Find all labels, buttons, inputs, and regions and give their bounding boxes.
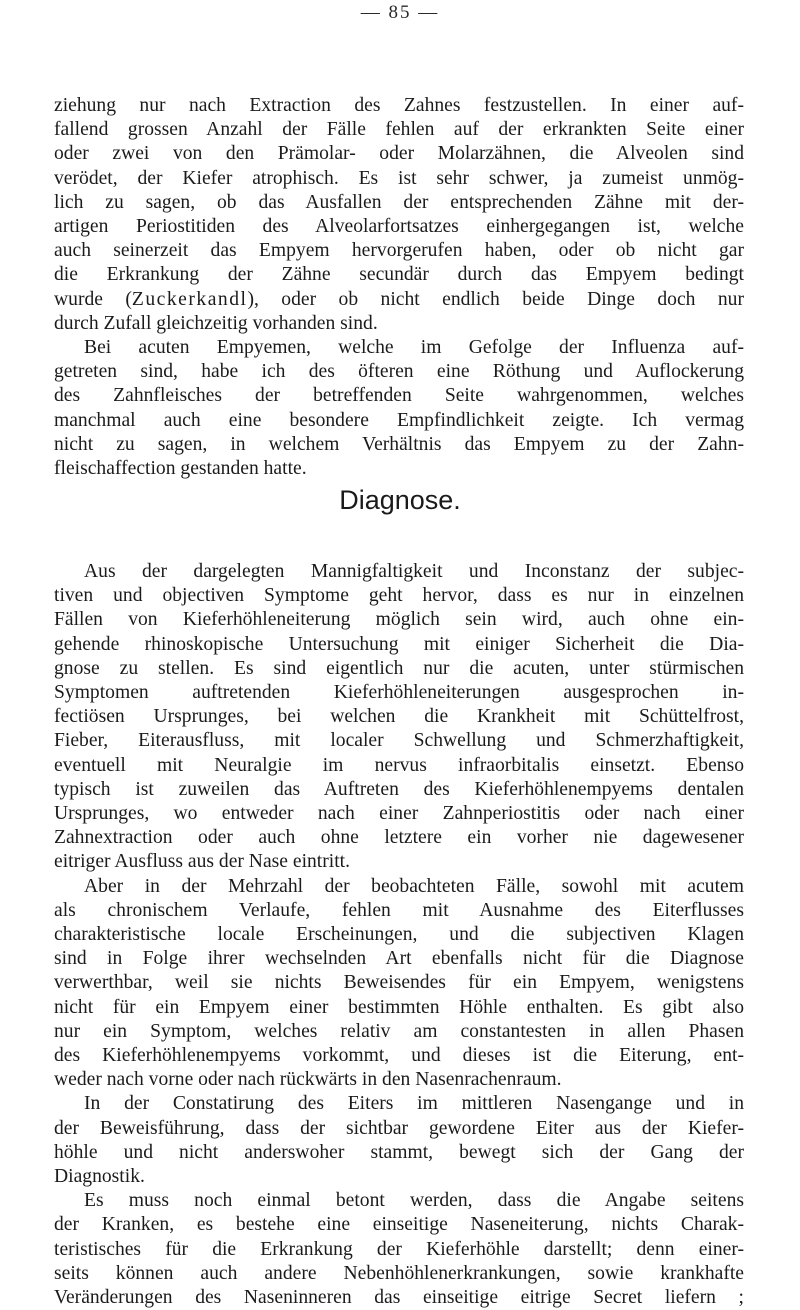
- text-line: weder nach vorne oder nach rückwärts in den Nasenrachenraum.: [54, 1069, 562, 1091]
- text-line: nicht für ein Empyem einer bestimmten Höhle enthalten. Es gibt also: [54, 996, 744, 1018]
- section-heading: Diagnose.: [339, 485, 461, 515]
- text-line: Fällen von Kieferhöhleneiterung möglich sein wird, auch ohne ein-: [54, 609, 744, 631]
- text-line: verödet, der Kiefer atrophisch. Es ist sehr schwer, ja zumeist unmög-: [54, 167, 744, 189]
- text-line: Fieber, Eiterausfluss, mit localer Schwellung und Schmerzhaftigkeit,: [54, 730, 744, 752]
- paragraphs-after-heading: [54, 560, 744, 1310]
- text-line: Symptomen auftretenden Kieferhöhleneiterungen ausgesprochen in-: [54, 682, 744, 704]
- text-line: sind in Folge ihrer wechselnden Art ebenfalls nicht für die Diagnose: [54, 948, 744, 970]
- text-line: auch seinerzeit das Empyem hervorgerufen haben, oder ob nicht gar: [54, 240, 744, 262]
- text-line: der Beweisführung, dass der sichtbar gewordene Eiter aus der Kiefer-: [54, 1117, 744, 1139]
- text-line: nicht zu sagen, in welchem Verhältnis das Empyem zu der Zahn-: [54, 433, 744, 455]
- text-line: Ursprunges, wo entweder nach einer Zahnperiostitis oder nach einer: [54, 803, 744, 825]
- text-line: In der Constatirung des Eiters im mittleren Nasengange und in: [84, 1093, 744, 1115]
- text-line: Aber in der Mehrzahl der beobachteten Fälle, sowohl mit acutem: [84, 875, 744, 897]
- text-line: Aus der dargelegten Mannigfaltigkeit und Inconstanz der subjec-: [84, 561, 744, 582]
- text-line: gehende rhinoskopische Untersuchung mit einiger Sicherheit die Dia-: [54, 633, 744, 655]
- text-line: teristisches für die Erkrankung der Kieferhöhle darstellt; denn einer-: [54, 1238, 744, 1260]
- text-line: fleischaffection gestanden hatte.: [54, 458, 307, 480]
- text-line: der Kranken, es bestehe eine einseitige Naseneiterung, nichts Charak-: [54, 1214, 744, 1236]
- page-number: — 85 —: [360, 2, 440, 23]
- text-line: durch Zufall gleichzeitig vorhanden sind.: [54, 312, 378, 334]
- text-line: Zahnextraction oder auch ohne letztere ein vorher nie dagewesener: [54, 827, 744, 849]
- text-line: Bei acuten Empyemen, welche im Gefolge der Influenza auf-: [84, 337, 744, 359]
- text-line: lich zu sagen, ob das Ausfallen der entsprechenden Zähne mit der-: [54, 191, 744, 213]
- text-line: fectiösen Ursprunges, bei welchen die Krankheit mit Schüttelfrost,: [54, 706, 744, 728]
- text-line: seits können auch andere Nebenhöhlenerkrankungen, sowie krankhafte: [54, 1262, 744, 1284]
- text-line: getreten sind, habe ich des öfteren eine Röthung und Auflockerung: [54, 361, 744, 383]
- author-name: Zuckerkandl: [131, 288, 248, 310]
- paragraphs-before-heading: [54, 94, 744, 481]
- text-line: oder zwei von den Prämolar- oder Molarzähnen, die Alveolen sind: [54, 143, 744, 165]
- text-line: als chronischem Verlaufe, fehlen mit Ausnahme des Eiterflusses: [54, 899, 744, 921]
- text-line: ziehung nur nach Extraction des Zahnes festzustellen. In einer auf-: [54, 95, 744, 116]
- text-line: typisch ist zuweilen das Auftreten des Kieferhöhlenempyems dentalen: [54, 778, 744, 800]
- text-line: fallend grossen Anzahl der Fälle fehlen auf der erkrankten Seite einer: [54, 119, 744, 141]
- text-line: höhle und nicht anderswoher stammt, bewegt sich der Gang der: [54, 1141, 744, 1163]
- text-line: verwerthbar, weil sie nichts Beweisendes für ein Empyem, wenigstens: [54, 972, 744, 994]
- text-line: eitriger Ausfluss aus der Nase eintritt.: [54, 851, 351, 873]
- text-line: manchmal auch eine besondere Empfindlichkeit zeigte. Ich vermag: [54, 409, 744, 431]
- text-line: charakteristische locale Erscheinungen, und die subjectiven Klagen: [54, 924, 744, 946]
- text-line: des Kieferhöhlenempyems vorkommt, und dieses ist die Eiterung, ent-: [54, 1045, 744, 1067]
- text-line: nur ein Symptom, welches relativ am constantesten in allen Phasen: [54, 1020, 744, 1042]
- text-line: des Zahnfleisches der betreffenden Seite wahrgenommen, welches: [54, 385, 744, 407]
- text-line: wurde (Zuckerkandl), oder ob nicht endlich beide Dinge doch nur: [54, 288, 745, 310]
- text-line: Es muss noch einmal betont werden, dass die Angabe seitens: [84, 1190, 744, 1212]
- text-line: artigen Periostitiden des Alveolarfortsatzes einhergegangen ist, welche: [54, 216, 744, 238]
- text-line: Veränderungen des Naseninneren das einseitige eitrige Secret liefern ;: [54, 1287, 744, 1309]
- text-line: Diagnostik.: [54, 1166, 145, 1188]
- text-line: eventuell mit Neuralgie im nervus infraorbitalis einsetzt. Ebenso: [54, 754, 744, 776]
- text-line: tiven und objectiven Symptome geht hervor, dass es nur in einzelnen: [54, 585, 744, 607]
- text-line: gnose zu stellen. Es sind eigentlich nur die acuten, unter stürmischen: [54, 657, 744, 679]
- text-line: die Erkrankung der Zähne secundär durch das Empyem bedingt: [54, 264, 744, 286]
